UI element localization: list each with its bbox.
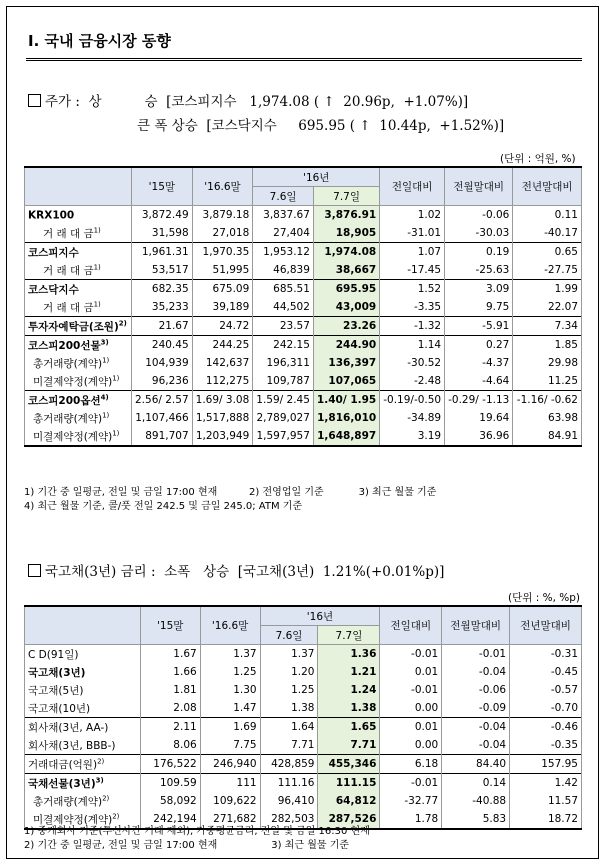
row-label-text: 회사채(3년, BBB-) [28,739,116,752]
row-label-text: 거 래 대 금 [43,227,94,240]
table-cell: 455,346 [318,755,380,774]
table-cell: 46,839 [253,261,314,280]
row-label-text: 코스피지수 [28,246,79,259]
footnote-marker: 3) [100,338,109,346]
table-cell: 53,517 [132,261,193,280]
table-row [25,699,582,718]
table-cell: 7.71 [260,736,318,755]
row-label-text: 거 래 대 금 [43,264,94,277]
table-cell: 107,065 [313,372,379,391]
table-cell: -0.19/-0.50 [380,391,445,410]
table-cell: 0.65 [513,243,582,262]
table-cell: 0.27 [445,336,513,355]
table-cell: 682.35 [132,280,193,299]
table-cell: 111.15 [318,774,380,793]
table-cell: 31,598 [132,224,193,243]
table-row [25,298,582,317]
table-row [25,391,582,410]
row-label-text: 국고채(5년) [28,684,84,697]
footnote-1b: 4) 최근 월물 기준, 콜/풋 전일 242.5 및 금일 245.0; ATM 기준 [24,501,303,512]
table-cell: -3.35 [380,298,445,317]
table-cell: 1,974.08 [313,243,379,262]
table-cell: 0.19 [445,243,513,262]
table-cell: 240.45 [132,336,193,355]
table-cell: 11.25 [513,372,582,391]
table-cell: 3,876.91 [313,206,379,225]
table-cell: 104,939 [132,354,193,372]
row-label [25,224,132,243]
table-cell: 3,837.67 [253,206,314,225]
table-cell: 1.21 [318,663,380,681]
table-cell: 0.00 [380,699,442,718]
footnote-marker: 1) [102,411,110,419]
table-cell: -0.46 [510,718,582,737]
table-cell: 7.71 [318,736,380,755]
table-row [25,372,582,391]
table-cell: -0.04 [442,718,510,737]
table-cell: 242,194 [140,810,200,829]
table-cell: 3.09 [445,280,513,299]
table-cell: 2.11 [140,718,200,737]
table-cell: -0.04 [442,663,510,681]
table-cell: 3.19 [380,427,445,446]
table-cell: 282,503 [260,810,318,829]
table-cell: 1.07 [380,243,445,262]
table-cell: -0.45 [510,663,582,681]
table-cell: 3,879.18 [192,206,253,225]
table-cell: 8.06 [140,736,200,755]
col-header-15end: '15말 [140,606,200,645]
table-cell: -30.52 [380,354,445,372]
table-cell: 1.67 [140,645,200,664]
table-cell: -25.63 [445,261,513,280]
table-cell: 1,107,466 [132,409,193,427]
row-label [25,336,132,355]
row-label [25,645,141,664]
table-cell: -0.57 [510,681,582,699]
table-cell: -30.03 [445,224,513,243]
table-cell: 58,092 [140,792,200,810]
table-cell: 1.47 [200,699,260,718]
row-label-text: KRX100 [28,209,75,222]
table-cell: -5.91 [445,317,513,336]
table-cell: 27,018 [192,224,253,243]
footnote-marker: 3) [95,776,104,784]
table-cell: 685.51 [253,280,314,299]
table-cell: 111.16 [260,774,318,793]
table-cell: -32.77 [380,792,442,810]
footnote-marker: 2) [118,319,127,327]
table-cell: 1.36 [318,645,380,664]
footnote-marker: 1) [112,374,120,382]
row-label [25,298,132,317]
table-cell: -0.70 [510,699,582,718]
table-cell: 2,789,027 [253,409,314,427]
table-cell: 1.78 [380,810,442,829]
table-cell: 1.69/ 3.08 [192,391,253,410]
table-row [25,792,582,810]
col-header-jul7: 7.7일 [313,187,379,206]
row-label-text: 코스닥지수 [28,283,79,296]
table-cell: 1.30 [200,681,260,699]
table-row [25,736,582,755]
table-row [25,317,582,336]
row-label-text: 거래대금(억원) [28,758,98,771]
row-label [25,280,132,299]
table-cell: 51,995 [192,261,253,280]
row-label-text: 거 래 대 금 [43,301,94,314]
table-cell: 1.14 [380,336,445,355]
table-row [25,243,582,262]
row-label-text: 회사채(3년, AA-) [28,721,109,734]
table-cell: 96,410 [260,792,318,810]
table-cell: 1.38 [260,699,318,718]
row-label-text: 총거래량(계약) [33,795,103,808]
table-cell: 63.98 [513,409,582,427]
table-cell: 109.59 [140,774,200,793]
table-cell: 18.72 [510,810,582,829]
row-label-text: 국고채(3년) [28,666,86,679]
table-cell: 1,961.31 [132,243,193,262]
col-header-16jun: '16.6말 [192,167,253,206]
table-cell: 1.85 [513,336,582,355]
table-cell: 246,940 [200,755,260,774]
col-header-prev-year: 전년말대비 [513,167,582,206]
table-cell: -0.35 [510,736,582,755]
table-cell: 1.81 [140,681,200,699]
table-cell: -27.75 [513,261,582,280]
row-label [25,681,141,699]
table-row [25,354,582,372]
table-cell: 84.91 [513,427,582,446]
table-cell: 24.72 [192,317,253,336]
table-cell: 0.01 [380,718,442,737]
table-cell: 1,970.35 [192,243,253,262]
table-row [25,206,582,225]
page-title: Ⅰ. 국내 금융시장 동향 [28,32,171,50]
table-cell: 675.09 [192,280,253,299]
table-cell: 1.64 [260,718,318,737]
stock-market-table [24,166,582,447]
table-cell: 21.67 [132,317,193,336]
row-label [25,261,132,280]
table-cell: 35,233 [132,298,193,317]
table-cell: -2.48 [380,372,445,391]
table-cell: 287,526 [318,810,380,829]
col-header-prev-month: 전월말대비 [442,606,510,645]
table-cell: -0.31 [510,645,582,664]
table-row [25,427,582,446]
table-cell: -4.37 [445,354,513,372]
checkbox-square-icon [28,564,41,577]
row-label-text: 미결제약정(계약) [33,813,113,826]
table-cell: 2.08 [140,699,200,718]
table-cell: 0.01 [380,663,442,681]
col-header-prev-month: 전월말대비 [445,167,513,206]
table-cell: 1.25 [200,663,260,681]
table-cell: -0.06 [442,681,510,699]
table-cell: 196,311 [253,354,314,372]
row-label-text: 미결제약정(계약) [33,430,113,443]
row-label [25,663,141,681]
row-label-text: 코스피200선물 [28,339,101,352]
table-cell: 36.96 [445,427,513,446]
row-label [25,718,141,737]
row-label [25,736,141,755]
table-cell: 38,667 [313,261,379,280]
row-label [25,206,132,225]
row-label-text: 투자자예탁금(조원) [28,320,119,333]
table-cell: 1.02 [380,206,445,225]
table-cell: 1.37 [200,645,260,664]
footnote-marker: 1) [93,263,101,271]
table-row [25,755,582,774]
table-cell: 1.40/ 1.95 [313,391,379,410]
table-cell: 1.42 [510,774,582,793]
table-cell: 1.69 [200,718,260,737]
col-header-jul6: 7.6일 [260,626,318,645]
table-cell: -1.32 [380,317,445,336]
table-cell: -0.29/ -1.13 [445,391,513,410]
table-cell: 5.83 [442,810,510,829]
table-cell: -17.45 [380,261,445,280]
table-cell: -0.01 [380,774,442,793]
table-cell: 136,397 [313,354,379,372]
stock-summary-text1: 주가 : 상 승 [코스피지수 1,974.08 ( ↑ 20.96p, +1.07%)] [45,94,469,110]
table-cell: 0.00 [380,736,442,755]
table-cell: 271,682 [200,810,260,829]
col-header-2016: '16년 [253,167,380,187]
col-header-15end: '15말 [132,167,193,206]
title-divider [26,58,582,61]
table-cell: 1,816,010 [313,409,379,427]
table-cell: 22.07 [513,298,582,317]
table-cell: -0.09 [442,699,510,718]
col-header-16jun: '16.6말 [200,606,260,645]
table-cell: 109,622 [200,792,260,810]
footnote-marker: 2) [97,757,105,765]
table-cell: 142,637 [192,354,253,372]
table-cell: -0.01 [380,645,442,664]
table-cell: -1.16/ -0.62 [513,391,582,410]
corner-header [25,167,132,206]
row-label [25,774,141,793]
table-cell: 1.38 [318,699,380,718]
table-cell: 27,404 [253,224,314,243]
col-header-prev-day: 전일대비 [380,167,445,206]
table-cell: 3,872.49 [132,206,193,225]
table-cell: 6.18 [380,755,442,774]
table-row [25,663,582,681]
footnote-marker: 2) [112,812,120,820]
table-row [25,280,582,299]
col-header-prev-day: 전일대비 [380,606,442,645]
row-label-text: 총거래량(계약) [33,412,103,425]
row-label [25,427,132,446]
row-label [25,372,132,391]
table-cell: 1.65 [318,718,380,737]
table-cell: 64,812 [318,792,380,810]
col-header-2016: '16년 [260,606,380,626]
col-header-prev-year: 전년말대비 [510,606,582,645]
table-cell: 157.95 [510,755,582,774]
row-label-text: 국고채(10년) [28,702,91,715]
table-cell: 19.64 [445,409,513,427]
table-cell: 109,787 [253,372,314,391]
footnote-1a: 1) 기간 중 일평균, 전일 및 금일 17:00 현재 2) 전영업일 기준 3) 최근 월물 기준 [24,487,437,498]
table-cell: 18,905 [313,224,379,243]
table-cell: 11.57 [510,792,582,810]
table-cell: 242.15 [253,336,314,355]
row-label [25,409,132,427]
table-cell: 176,522 [140,755,200,774]
table-cell: 2.56/ 2.57 [132,391,193,410]
table-cell: -0.04 [442,736,510,755]
table-row [25,681,582,699]
table-cell: -31.01 [380,224,445,243]
table-cell: 112,275 [192,372,253,391]
corner-header [25,606,141,645]
row-label-text: 코스피200옵션 [28,394,101,407]
footnote-2a: 1) 중개회사 기준(투신사간 거래 제외), 가중평균금리, 전일 및 금일 16:30 현재 [24,826,370,837]
table-cell: 39,189 [192,298,253,317]
table-cell: 9.75 [445,298,513,317]
row-label [25,699,141,718]
table-cell: 111 [200,774,260,793]
table-cell: 0.11 [513,206,582,225]
col-header-jul6: 7.6일 [253,187,314,206]
footnote-2b: 2) 기간 중 일평균, 전일 및 금일 17:00 현재 3) 최근 월물 기준 [24,840,350,851]
table-cell: 1.20 [260,663,318,681]
stock-summary-line1 [28,90,468,110]
table-cell: 0.14 [442,774,510,793]
table-cell: 1,953.12 [253,243,314,262]
footnote-marker: 4) [100,393,109,401]
table-cell: 1.37 [260,645,318,664]
table-cell: -40.88 [442,792,510,810]
row-label [25,317,132,336]
footnote-marker: 2) [102,794,110,802]
table-cell: 244.90 [313,336,379,355]
table-cell: 891,707 [132,427,193,446]
table-cell: -40.17 [513,224,582,243]
table-cell: -34.89 [380,409,445,427]
footnote-marker: 1) [93,226,101,234]
table-cell: 23.26 [313,317,379,336]
table-cell: 44,502 [253,298,314,317]
row-label [25,243,132,262]
table-cell: 96,236 [132,372,193,391]
table-cell: 7.75 [200,736,260,755]
table-cell: 1,203,949 [192,427,253,446]
table-cell: 1.24 [318,681,380,699]
table-row [25,224,582,243]
table-row [25,645,582,664]
row-label [25,792,141,810]
table-cell: 1.66 [140,663,200,681]
checkbox-square-icon [28,94,41,107]
table-cell: 1.52 [380,280,445,299]
table-cell: 1.99 [513,280,582,299]
table-cell: 695.95 [313,280,379,299]
table-row [25,774,582,793]
col-header-jul7: 7.7일 [318,626,380,645]
table-cell: 7.34 [513,317,582,336]
table-row [25,718,582,737]
table-row [25,336,582,355]
table-cell: -4.64 [445,372,513,391]
table-cell: 1,597,957 [253,427,314,446]
bond-summary-text: 국고채(3년) 금리 : 소폭 상승 [국고채(3년) 1.21%(+0.01%p)] [45,564,445,580]
table-cell: 1,517,888 [192,409,253,427]
table-row [25,409,582,427]
table-cell: 244.25 [192,336,253,355]
table-row [25,261,582,280]
row-label [25,391,132,410]
footnote-marker: 1) [102,356,110,364]
row-label [25,354,132,372]
unit-label-1: (단위 : 억원, %) [500,153,576,165]
table-cell: 428,859 [260,755,318,774]
table-cell: 29.98 [513,354,582,372]
table-cell: 1,648,897 [313,427,379,446]
stock-summary-line2: 큰 폭 상승 [코스닥지수 695.95 ( ↑ 10.44p, +1.52%)] [137,118,505,134]
table-cell: 43,009 [313,298,379,317]
row-label-text: 미결제약정(계약) [33,375,113,388]
bond-market-table [24,605,582,830]
table-cell: -0.01 [442,645,510,664]
unit-label-2: (단위 : %, %p) [508,592,580,604]
row-label-text: 총거래량(계약) [33,357,103,370]
footnote-marker: 1) [93,300,101,308]
table-cell: 1.25 [260,681,318,699]
table-cell: -0.06 [445,206,513,225]
row-label-text: C D(91일) [28,648,79,661]
table-cell: 1.59/ 2.45 [253,391,314,410]
table-cell: 23.57 [253,317,314,336]
table-cell: 84.40 [442,755,510,774]
row-label-text: 국채선물(3년) [28,777,96,790]
row-label [25,755,141,774]
bond-summary-line [28,560,444,580]
footnote-marker: 1) [112,429,120,437]
table-cell: -0.01 [380,681,442,699]
